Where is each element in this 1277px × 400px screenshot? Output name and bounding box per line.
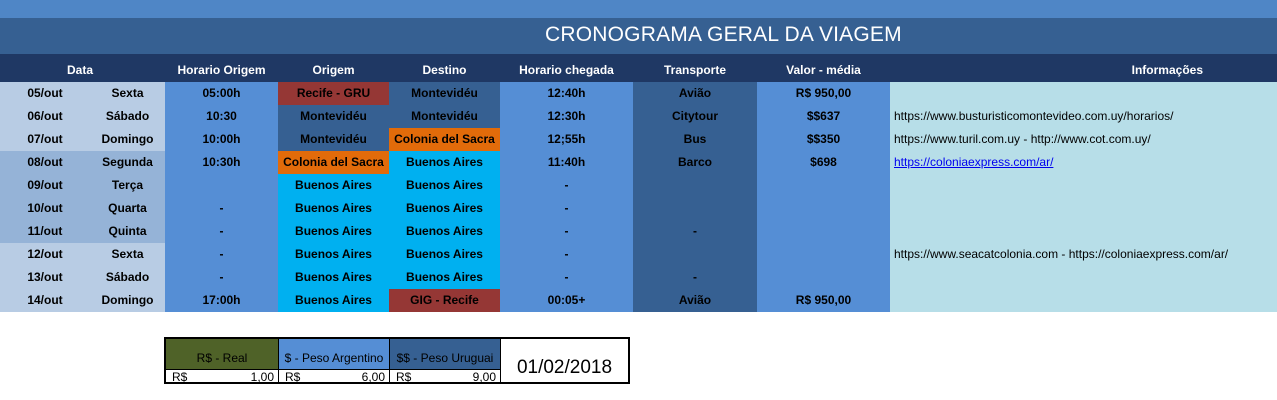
cell-weekday[interactable]: Quinta	[90, 220, 165, 243]
cell-value[interactable]: R$ 950,00	[757, 289, 890, 312]
cell-info[interactable]: https://www.turil.com.uy - http://www.cot.com.uy/	[890, 128, 1277, 151]
header-origem[interactable]: Origem	[312, 63, 355, 77]
cell-arr[interactable]: 12;55h	[500, 128, 633, 151]
cell-transport[interactable]	[633, 197, 757, 220]
cell-dep[interactable]: -	[165, 243, 278, 266]
cell-dest[interactable]: Montevidéu	[389, 105, 500, 128]
table-row	[0, 174, 1277, 197]
table-row	[0, 128, 1277, 151]
cell-weekday[interactable]: Terça	[90, 174, 165, 197]
cell-dep[interactable]: 10:00h	[165, 128, 278, 151]
cell-date[interactable]: 07/out	[0, 128, 90, 151]
cell-weekday[interactable]: Domingo	[90, 289, 165, 312]
cell-dep[interactable]: 10:30	[165, 105, 278, 128]
cell-value[interactable]	[757, 174, 890, 197]
cell-dep[interactable]: -	[165, 266, 278, 289]
table-row	[0, 266, 1277, 289]
table-row	[0, 289, 1277, 312]
cell-date[interactable]: 12/out	[0, 243, 90, 266]
cell-dep[interactable]: 10:30h	[165, 151, 278, 174]
cell-arr[interactable]: -	[500, 243, 633, 266]
cell-transport[interactable]: Avião	[633, 82, 757, 105]
cell-origin[interactable]: Buenos Aires	[278, 174, 389, 197]
cell-arr[interactable]: -	[500, 197, 633, 220]
cell-dep[interactable]	[165, 174, 278, 197]
cell-info[interactable]	[890, 82, 1277, 105]
cell-info[interactable]: https://www.busturisticomontevideo.com.uy/horarios/	[890, 105, 1277, 128]
cell-arr[interactable]: -	[500, 266, 633, 289]
cell-date[interactable]: 13/out	[0, 266, 90, 289]
cell-value[interactable]: $698	[757, 151, 890, 174]
cell-info[interactable]	[890, 174, 1277, 197]
table-header-row	[0, 54, 1277, 82]
cell-dest[interactable]: Buenos Aires	[389, 151, 500, 174]
header-horario-chegada[interactable]: Horario chegada	[519, 63, 614, 77]
currency-legend	[164, 337, 630, 384]
cell-value[interactable]	[757, 220, 890, 243]
header-valor[interactable]: Valor - média	[786, 63, 861, 77]
cell-origin[interactable]: Montevidéu	[278, 128, 389, 151]
cell-date[interactable]: 11/out	[0, 220, 90, 243]
cell-date[interactable]: 06/out	[0, 105, 90, 128]
cell-weekday[interactable]: Sábado	[90, 105, 165, 128]
cell-weekday[interactable]: Sábado	[90, 266, 165, 289]
cell-info[interactable]	[890, 266, 1277, 289]
legend-value: 9,00	[472, 370, 496, 384]
cell-transport[interactable]	[633, 243, 757, 266]
cell-dest[interactable]: Buenos Aires	[389, 220, 500, 243]
cell-value[interactable]: R$ 950,00	[757, 82, 890, 105]
cell-dep[interactable]: 17:00h	[165, 289, 278, 312]
legend-peso-uruguai-value[interactable]	[390, 369, 501, 384]
currency-symbol: R$	[172, 370, 188, 384]
cell-origin[interactable]: Buenos Aires	[278, 197, 389, 220]
cell-info[interactable]: https://www.seacatcolonia.com - https://coloniaexpress.com/ar/	[890, 243, 1277, 266]
table-row	[0, 82, 1277, 105]
cell-transport[interactable]: -	[633, 220, 757, 243]
cell-origin[interactable]: Colonia del Sacra	[278, 151, 389, 174]
cell-transport[interactable]: Bus	[633, 128, 757, 151]
table-row	[0, 105, 1277, 128]
cell-value[interactable]	[757, 243, 890, 266]
cell-transport[interactable]: -	[633, 266, 757, 289]
cell-origin[interactable]: Recife - GRU	[278, 82, 389, 105]
cell-value[interactable]: $$350	[757, 128, 890, 151]
cell-origin[interactable]: Buenos Aires	[278, 289, 389, 312]
cell-info[interactable]	[890, 220, 1277, 243]
sheet-title: CRONOGRAMA GERAL DA VIAGEM	[545, 23, 902, 46]
legend-peso-argentino-value[interactable]	[279, 369, 390, 384]
header-informacoes[interactable]: Informações	[1131, 63, 1203, 77]
cell-date[interactable]: 10/out	[0, 197, 90, 220]
cell-dest[interactable]: Buenos Aires	[389, 197, 500, 220]
cell-dep[interactable]: 05:00h	[165, 82, 278, 105]
cell-arr[interactable]: 00:05+	[500, 289, 633, 312]
cell-weekday[interactable]: Domingo	[90, 128, 165, 151]
cell-dest[interactable]: Montevidéu	[389, 82, 500, 105]
header-horario-origem[interactable]: Horario Origem	[177, 63, 266, 77]
cell-origin[interactable]: Buenos Aires	[278, 266, 389, 289]
cell-transport[interactable]	[633, 174, 757, 197]
title-bar	[0, 18, 1277, 54]
cell-origin[interactable]: Buenos Aires	[278, 220, 389, 243]
cell-info[interactable]	[890, 197, 1277, 220]
cell-transport[interactable]: Barco	[633, 151, 757, 174]
header-transporte[interactable]: Transporte	[663, 63, 726, 77]
top-color-band	[0, 0, 1277, 18]
cell-date[interactable]: 14/out	[0, 289, 90, 312]
cell-weekday[interactable]: Sexta	[90, 243, 165, 266]
legend-value: 1,00	[250, 370, 274, 384]
header-destino[interactable]: Destino	[422, 63, 467, 77]
cell-date[interactable]: 09/out	[0, 174, 90, 197]
legend-peso-uruguai-header[interactable]: $$ - Peso Uruguai	[390, 339, 501, 369]
legend-real-value[interactable]	[166, 369, 279, 384]
cell-dest[interactable]: Buenos Aires	[389, 174, 500, 197]
table-row	[0, 197, 1277, 220]
cell-value[interactable]	[757, 197, 890, 220]
cell-value[interactable]	[757, 266, 890, 289]
cell-dest[interactable]: Colonia del Sacra	[389, 128, 500, 151]
cell-arr[interactable]: -	[500, 220, 633, 243]
cell-arr[interactable]: 11:40h	[500, 151, 633, 174]
cell-info[interactable]	[890, 289, 1277, 312]
cell-date[interactable]: 05/out	[0, 82, 90, 105]
cell-weekday[interactable]: Quarta	[90, 197, 165, 220]
cell-dest[interactable]: Buenos Aires	[389, 266, 500, 289]
cell-value[interactable]: $$637	[757, 105, 890, 128]
table-row	[0, 151, 1277, 174]
cell-transport[interactable]: Avião	[633, 289, 757, 312]
cell-date[interactable]: 08/out	[0, 151, 90, 174]
currency-symbol: R$	[396, 370, 412, 384]
cell-arr[interactable]: 12:40h	[500, 82, 633, 105]
legend-date[interactable]: 01/02/2018	[516, 357, 613, 378]
header-data[interactable]: Data	[66, 63, 93, 77]
cell-arr[interactable]: 12:30h	[500, 105, 633, 128]
legend-value: 6,00	[361, 370, 385, 384]
cell-info[interactable]: https://coloniaexpress.com/ar/	[890, 151, 1277, 174]
cell-dest[interactable]: Buenos Aires	[389, 243, 500, 266]
cell-origin[interactable]: Montevidéu	[278, 105, 389, 128]
cell-weekday[interactable]: Sexta	[90, 82, 165, 105]
cell-arr[interactable]: -	[500, 174, 633, 197]
table-row	[0, 220, 1277, 243]
cell-origin[interactable]: Buenos Aires	[278, 243, 389, 266]
currency-symbol: R$	[285, 370, 301, 384]
cell-transport[interactable]: Citytour	[633, 105, 757, 128]
legend-real-header[interactable]: R$ - Real	[166, 339, 279, 369]
cell-weekday[interactable]: Segunda	[90, 151, 165, 174]
cell-dep[interactable]: -	[165, 197, 278, 220]
legend-peso-argentino-header[interactable]: $ - Peso Argentino	[279, 339, 390, 369]
cell-dep[interactable]: -	[165, 220, 278, 243]
table-row	[0, 243, 1277, 266]
cell-dest[interactable]: GIG - Recife	[389, 289, 500, 312]
